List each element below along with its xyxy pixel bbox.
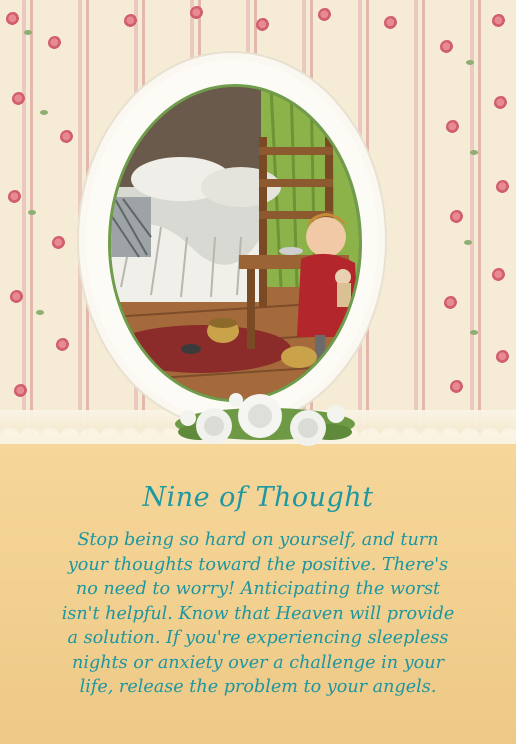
rose-decoration bbox=[124, 14, 138, 28]
rose-decoration bbox=[450, 380, 464, 394]
rose-decoration bbox=[318, 8, 332, 22]
illustration-oval bbox=[108, 84, 362, 402]
rose-decoration bbox=[10, 290, 24, 304]
leaf-decoration bbox=[470, 150, 478, 155]
message-line: a solution. If you're experiencing sleepless bbox=[67, 628, 449, 648]
leaf-decoration bbox=[36, 310, 44, 315]
leaf-decoration bbox=[470, 330, 478, 335]
rose-decoration bbox=[450, 210, 464, 224]
child-by-bed-illustration bbox=[111, 87, 359, 399]
rose-decoration bbox=[256, 18, 270, 32]
message-line: no need to worry! Anticipating the worst bbox=[75, 579, 441, 599]
message-line: your thoughts toward the positive. There's bbox=[67, 554, 449, 575]
rose-decoration bbox=[60, 130, 74, 144]
rose-decoration bbox=[14, 384, 28, 398]
rose-decoration bbox=[8, 190, 22, 204]
rose-decoration bbox=[444, 296, 458, 310]
rose-decoration bbox=[492, 268, 506, 282]
leaf-decoration bbox=[466, 60, 474, 65]
message-line: Stop being so hard on yourself, and turn bbox=[77, 530, 439, 550]
rose-decoration bbox=[190, 6, 204, 20]
rose-decoration bbox=[446, 120, 460, 134]
leaf-decoration bbox=[40, 110, 48, 115]
rose-decoration bbox=[492, 14, 506, 28]
rose-decoration bbox=[56, 338, 70, 352]
rose-decoration bbox=[440, 40, 454, 54]
rose-decoration bbox=[384, 16, 398, 30]
rose-decoration bbox=[12, 92, 26, 106]
rose-decoration bbox=[494, 96, 508, 110]
message-line: isn't helpful. Know that Heaven will provide bbox=[61, 603, 455, 624]
leaf-decoration bbox=[28, 210, 36, 215]
rose-decoration bbox=[496, 180, 510, 194]
card-message bbox=[36, 528, 480, 700]
message-line: life, release the problem to your angels. bbox=[79, 677, 437, 697]
leaf-decoration bbox=[464, 240, 472, 245]
rose-decoration bbox=[496, 350, 510, 364]
card-title: Nine of Thought bbox=[142, 482, 374, 513]
leaf-decoration bbox=[24, 30, 32, 35]
white-roses-decoration bbox=[170, 380, 360, 456]
message-line: nights or anxiety over a challenge in your bbox=[71, 652, 444, 673]
rose-decoration bbox=[52, 236, 66, 250]
rose-decoration bbox=[48, 36, 62, 50]
rose-decoration bbox=[6, 12, 20, 26]
